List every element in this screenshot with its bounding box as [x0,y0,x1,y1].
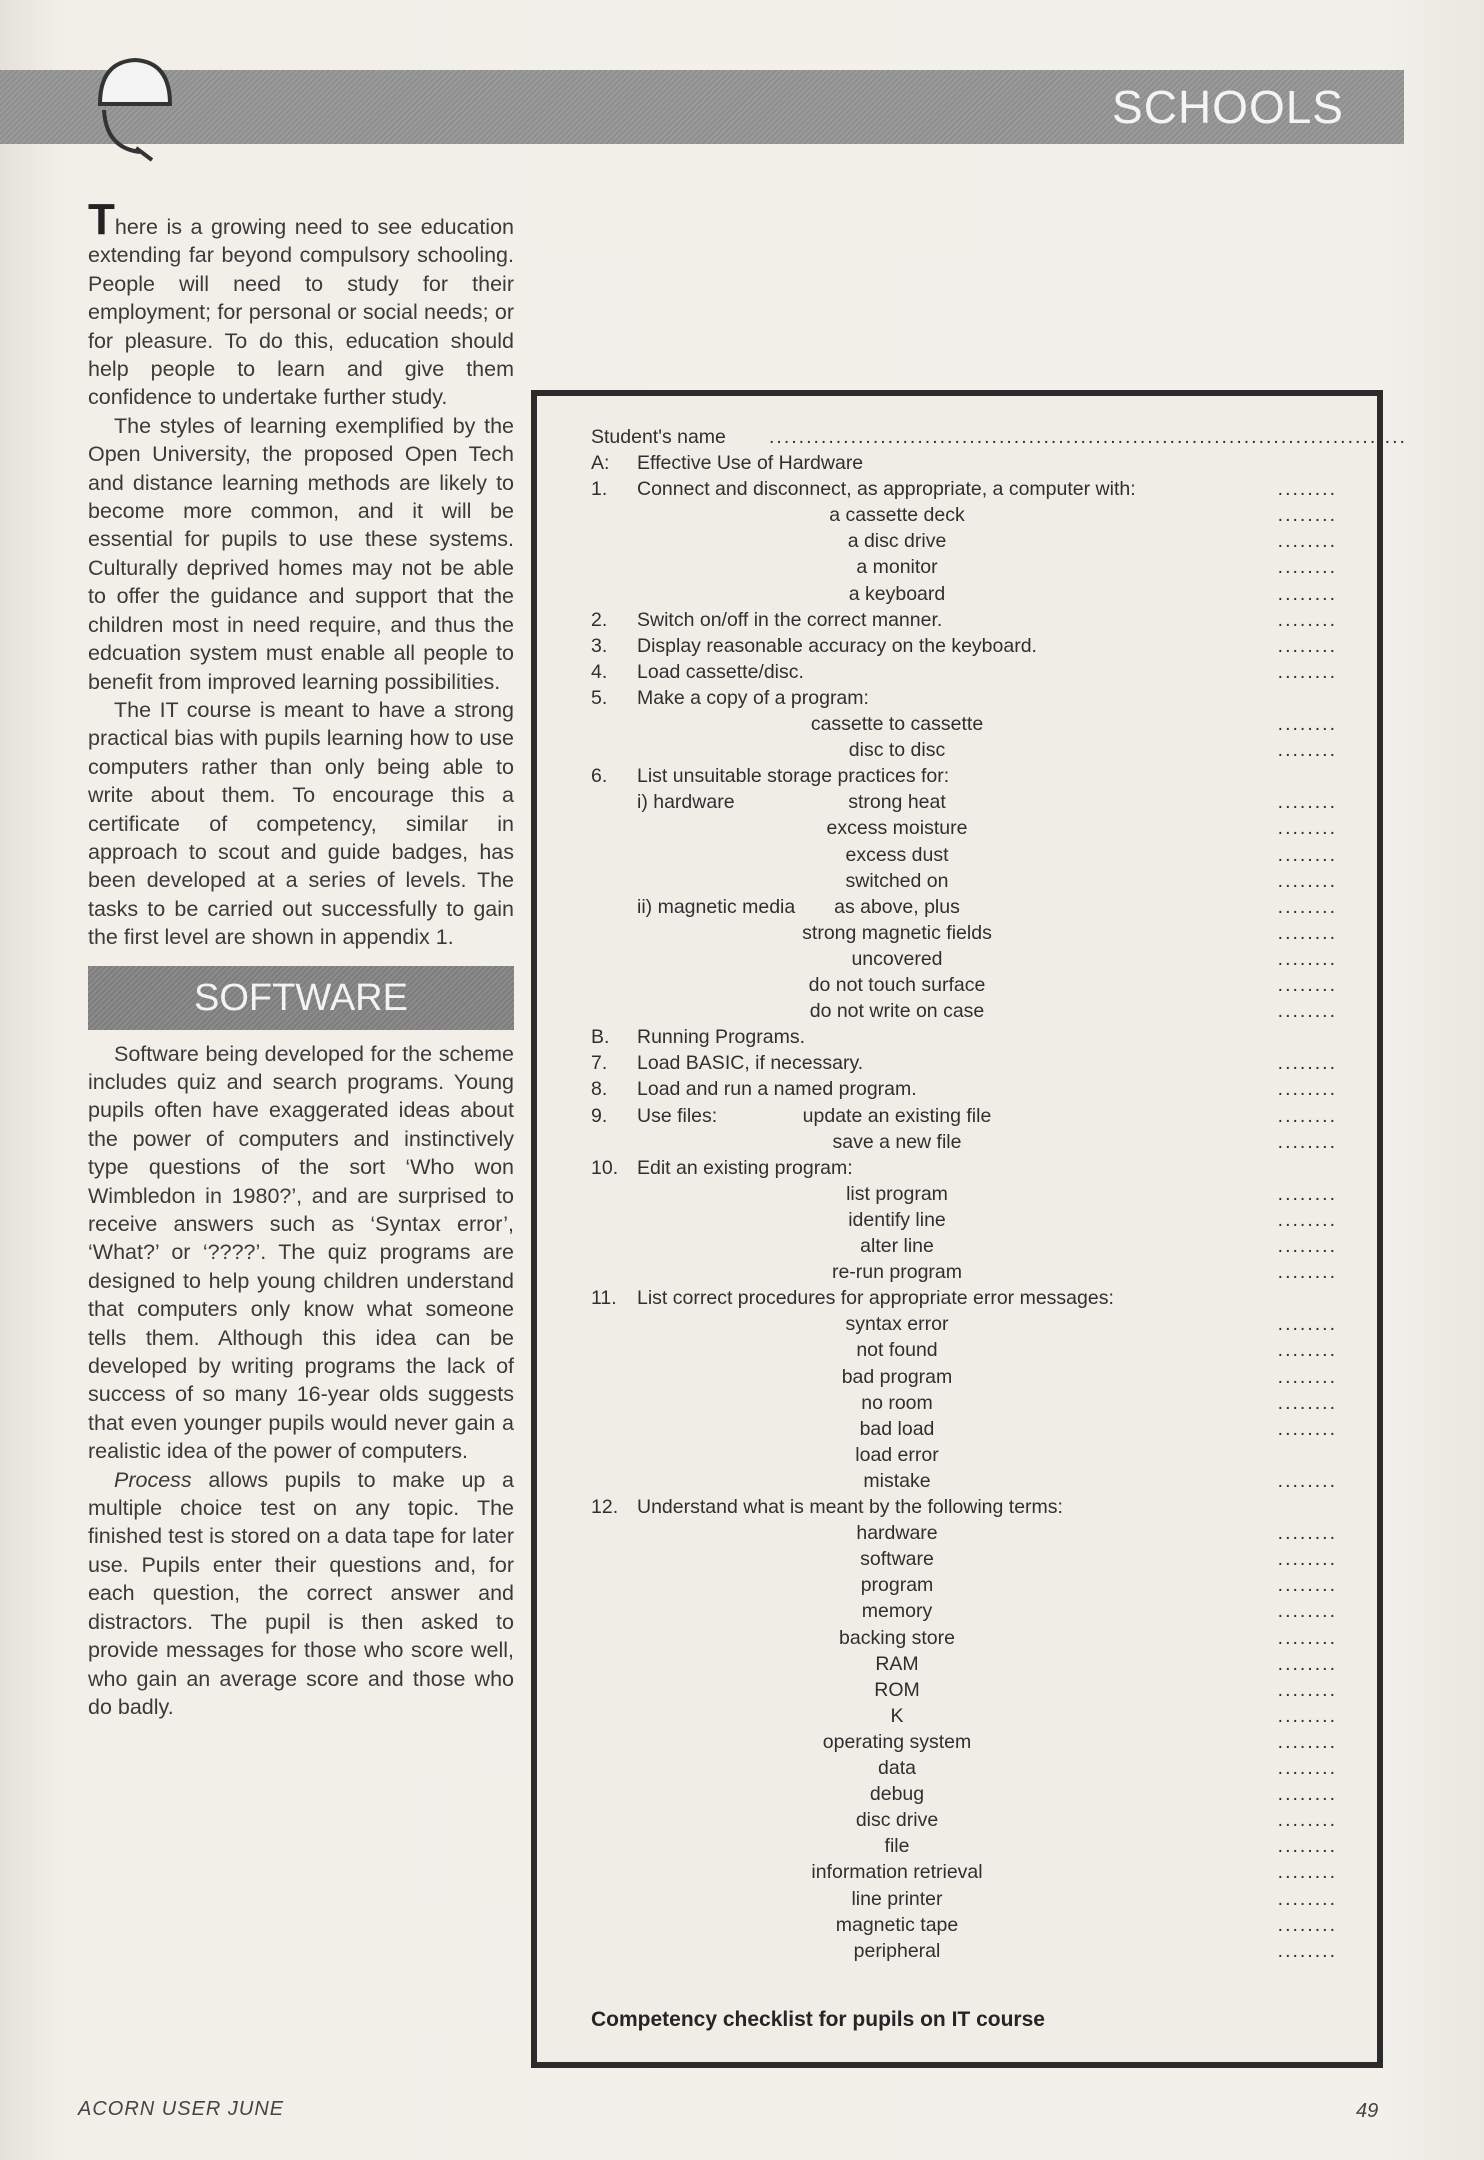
item-subtask: debug [869,1783,925,1806]
item-tick-dots: ........ [1277,974,1337,996]
item-subtask: strong heat [848,791,946,814]
item-sublabel: i) hardware [637,791,735,814]
item-tick-dots: ........ [1277,1522,1337,1545]
checklist-item [537,974,1377,1000]
item-tick-dots: ........ [1277,1730,1337,1753]
item-sublabel: ii) magnetic media [637,895,796,918]
checklist-item [537,739,1377,765]
checklist-item [537,1000,1377,1026]
item-subtask: ROM [874,1678,920,1701]
student-name-dots: ...................................................................................... [769,426,1407,448]
intro-paragraph: There is a growing need to see education extending far beyond compulsory schooling. People will need to study for their employment; for personal or social needs; or for pleasure. To do this, education should help people to learn and give them confidence to undertake further study. [88,195,514,410]
checklist-item [537,1209,1377,1235]
item-tick-dots: ........ [1277,1130,1337,1153]
item-tick-dots: ........ [1277,1783,1337,1806]
item-subtask: peripheral [853,1939,941,1962]
checklist-item [537,1809,1377,1835]
checklist-item [537,1339,1377,1365]
item-tick-dots: ........ [1277,634,1337,657]
publication-footer: ACORN USER JUNE [78,2098,285,2120]
checklist-item [537,609,1377,635]
item-text: Understand what is meant by the following terms: [637,1496,1063,1518]
item-subtask: magnetic tape [835,1913,959,1936]
item-tick-dots: ........ [1277,921,1337,944]
item-number: 8. [591,1078,608,1101]
paragraph-it-course: The IT course is meant to have a strong practical bias with pupils learning how to use computers rather than only being able to write about them. To encourage this a certificate of competency, similar in approach to scout and guide badges, has been developed at a series of levels. The tasks to be carried out successfully to gain the first level are shown in appendix 1. [88,697,514,950]
checklist-item [537,765,1377,791]
checklist-item [537,504,1377,530]
item-tick-dots: ........ [1277,582,1337,605]
section-header-bar [0,70,1404,144]
checklist-item [537,1313,1377,1339]
item-tick-dots: ........ [1277,1678,1337,1701]
checklist-item [537,844,1377,870]
item-number: 5. [591,686,608,709]
item-tick-dots: ........ [1277,1261,1337,1284]
item-text: Running Programs. [637,1026,805,1049]
item-tick-dots: ........ [1277,1104,1337,1127]
item-subtask: no room [861,1391,933,1414]
checklist-item [537,452,1377,478]
item-subtask: a disc drive [847,530,947,553]
checklist-item [537,1418,1377,1444]
item-subtask: mistake [863,1469,931,1492]
item-number: 12. [591,1496,619,1518]
item-tick-dots: ........ [1277,895,1337,918]
student-name-label: Student's name [591,426,726,448]
item-number: 11. [591,1287,617,1310]
item-tick-dots: ........ [1277,530,1337,553]
item-subtask: uncovered [851,947,943,970]
item-number: B. [591,1026,610,1049]
item-subtask: update an existing file [802,1104,992,1127]
item-tick-dots: ........ [1277,1182,1337,1205]
item-subtask: information retrieval [811,1861,983,1884]
checklist-item [537,635,1377,661]
item-subtask: bad load [859,1417,935,1440]
item-number: 7. [591,1052,608,1075]
checklist-item [537,713,1377,739]
item-subtask: switched on [845,869,949,892]
item-tick-dots: ........ [1277,1600,1337,1623]
item-tick-dots: ........ [1277,1835,1337,1858]
item-tick-dots: ........ [1277,660,1337,683]
checklist-item [537,896,1377,922]
checklist-item [537,817,1377,843]
item-tick-dots: ........ [1277,1339,1337,1362]
checklist-item [537,1757,1377,1783]
item-number: 9. [591,1104,608,1127]
item-tick-dots: ........ [1277,1757,1337,1779]
item-number: 2. [591,608,608,631]
article-text-column [88,195,514,1721]
item-tick-dots: ........ [1277,1235,1337,1257]
checklist-item [537,1261,1377,1287]
item-subtask: data [878,1757,916,1779]
item-number: 6. [591,765,608,788]
item-number: A: [591,452,610,474]
item-subtask: as above, plus [834,895,960,918]
item-tick-dots: ........ [1277,739,1337,762]
checklist-item [537,1914,1377,1940]
item-tick-dots: ........ [1277,556,1337,579]
checklist-item [537,530,1377,556]
item-tick-dots: ........ [1277,1548,1337,1571]
checklist-item [537,1052,1377,1078]
item-number: 1. [591,478,608,501]
checklist-item [537,1627,1377,1653]
item-tick-dots: ........ [1277,947,1337,970]
checklist-item [537,1888,1377,1914]
acorn-logo-icon [90,52,180,162]
item-subtask: operating system [822,1730,972,1753]
item-tick-dots: ........ [1277,713,1337,735]
checklist-item [537,1548,1377,1574]
checklist-item [537,478,1377,504]
checklist-item [537,1522,1377,1548]
checklist-item [537,1783,1377,1809]
item-text: Effective Use of Hardware [637,452,864,474]
item-subtask: excess moisture [826,817,968,840]
checklist-item [537,791,1377,817]
page-number: 49 [1356,2100,1379,2122]
checklist-item [537,556,1377,582]
item-tick-dots: ........ [1277,1078,1337,1101]
item-text: Make a copy of a program: [637,686,869,709]
item-tick-dots: ........ [1277,1574,1337,1597]
section-title: SCHOOLS [1112,81,1344,133]
item-tick-dots: ........ [1277,504,1337,527]
checklist-item [537,870,1377,896]
item-tick-dots: ........ [1277,817,1337,840]
checklist-item [537,1287,1377,1313]
item-tick-dots: ........ [1277,843,1337,866]
paragraph-software: Software being developed for the scheme includes quiz and search programs. Young pupils often have exaggerated ideas about the power of computers and instinctively type questions of the sort ‘Who won Wimbledon in 1980?’, and are surprised to receive answers such as ‘Syntax error’, ‘What?’ or ‘????’. The quiz programs are designed to help young children understand that computers only know what someone tells them. Although this idea can be developed by writing programs the lack of success of so many 16-year olds suggests that even younger pupils would never gain a realistic idea of the power of computers. [88,1041,514,1464]
item-text: Load cassette/disc. [637,660,804,683]
item-tick-dots: ........ [1277,1861,1337,1884]
item-number: 3. [591,634,608,657]
item-tick-dots: ........ [1277,608,1337,631]
item-text: List unsuitable storage practices for: [637,765,950,788]
item-subtask: disc to disc [848,739,946,762]
checklist-item [537,583,1377,609]
item-tick-dots: ........ [1277,1313,1337,1336]
checklist-item [537,1392,1377,1418]
software-section-heading: SOFTWARE [88,966,514,1030]
item-subtask: K [890,1704,904,1727]
checklist-item [537,1574,1377,1600]
item-tick-dots: ........ [1277,1626,1337,1649]
checklist-item [537,1366,1377,1392]
item-subtask: list program [846,1182,948,1205]
item-subtask: save a new file [832,1130,962,1153]
item-subtask: identify line [848,1208,946,1231]
item-tick-dots: ........ [1277,1417,1337,1440]
item-text: Load BASIC, if necessary. [637,1052,864,1075]
item-subtask: syntax error [845,1313,949,1336]
item-tick-dots: ........ [1277,1704,1337,1727]
item-subtask: a monitor [856,556,938,579]
item-subtask: do not touch surface [808,974,986,996]
item-tick-dots: ........ [1277,1000,1337,1023]
item-tick-dots: ........ [1277,1652,1337,1675]
item-subtask: cassette to cassette [810,713,984,735]
checklist-item [537,1235,1377,1261]
item-subtask: memory [861,1600,933,1623]
competency-checklist-box [531,390,1407,2068]
checklist-item [537,1679,1377,1705]
item-subtask: file [884,1835,910,1858]
item-tick-dots: ........ [1277,1887,1337,1910]
item-number: 10. [591,1156,619,1179]
item-subtask: load error [855,1443,939,1466]
student-name-line [537,426,1407,452]
item-text: List correct procedures for appropriate error messages: [637,1287,1114,1310]
paragraph-process: Process allows pupils to make up a multiple choice test on any topic. The finished test is stored on a data tape for later use. Pupils enter their questions and, for each question, the correct answer and distractors. The pupil is then asked to provide messages for those who score well, who gain an average score and those who do badly. [88,1467,514,1719]
item-subtask: do not write on case [809,1000,985,1023]
item-subtask: hardware [856,1522,938,1545]
item-text: Use files: [637,1104,718,1127]
checklist-item [537,1600,1377,1626]
item-tick-dots: ........ [1277,869,1337,892]
paragraph-open-university: The styles of learning exemplified by the Open University, the proposed Open Tech and distance learning methods are likely to become more common, and it will be essential for pupils to use these systems. Culturally deprived homes may not be able to offer the guidance and support that the children most in need require, and thus the edcuation system must enable all people to benefit from improved learning possibilities. [88,413,514,694]
item-subtask: not found [856,1339,938,1362]
item-tick-dots: ........ [1277,1913,1337,1936]
item-subtask: bad program [841,1365,953,1388]
item-subtask: a keyboard [848,582,946,605]
item-subtask: strong magnetic fields [802,921,992,944]
checklist-item [537,1444,1377,1470]
item-subtask: excess dust [845,843,949,866]
item-text: Edit an existing program: [637,1156,853,1179]
checklist-item [537,1078,1377,1104]
item-tick-dots: ........ [1277,1391,1337,1414]
item-text: Switch on/off in the correct manner. [637,608,943,631]
item-tick-dots: ........ [1277,1052,1337,1075]
item-subtask: a cassette deck [829,504,965,527]
checklist-item [537,1157,1377,1183]
checklist-item [537,948,1377,974]
checklist-item [537,661,1377,687]
item-subtask: program [860,1574,934,1597]
item-subtask: disc drive [855,1809,939,1832]
checklist-item [537,1861,1377,1887]
checklist-item [537,1105,1377,1131]
item-tick-dots: ........ [1277,1939,1337,1962]
item-tick-dots: ........ [1277,1208,1337,1231]
item-text: Connect and disconnect, as appropriate, a computer with: [637,478,1136,501]
checklist-item [537,1653,1377,1679]
process-program-name: Process [114,1467,192,1492]
checklist-item [537,1026,1377,1052]
item-text: Load and run a named program. [637,1078,917,1101]
item-subtask: re-run program [831,1261,963,1284]
item-tick-dots: ........ [1277,1469,1337,1492]
item-tick-dots: ........ [1277,791,1337,814]
checklist-item [537,1731,1377,1757]
item-tick-dots: ........ [1277,1809,1337,1832]
item-tick-dots: ........ [1277,478,1337,501]
item-subtask: backing store [839,1626,955,1649]
checklist-item [537,1470,1377,1496]
item-subtask: alter line [860,1235,934,1257]
checklist-item [537,687,1377,713]
checklist-item [537,1835,1377,1861]
checklist-item [537,922,1377,948]
checklist-caption: Competency checklist for pupils on IT course [591,2008,1045,2031]
item-subtask: line printer [851,1887,943,1910]
checklist-item [537,1131,1377,1157]
item-tick-dots: ........ [1277,1365,1337,1388]
item-subtask: RAM [875,1652,919,1675]
drop-cap: T [88,195,115,244]
checklist-item [537,1183,1377,1209]
item-subtask: software [860,1548,934,1571]
checklist-item [537,1940,1377,1966]
item-number: 4. [591,660,608,683]
item-text: Display reasonable accuracy on the keyboard. [637,634,1037,657]
checklist-item [537,1705,1377,1731]
checklist-item [537,1496,1377,1522]
